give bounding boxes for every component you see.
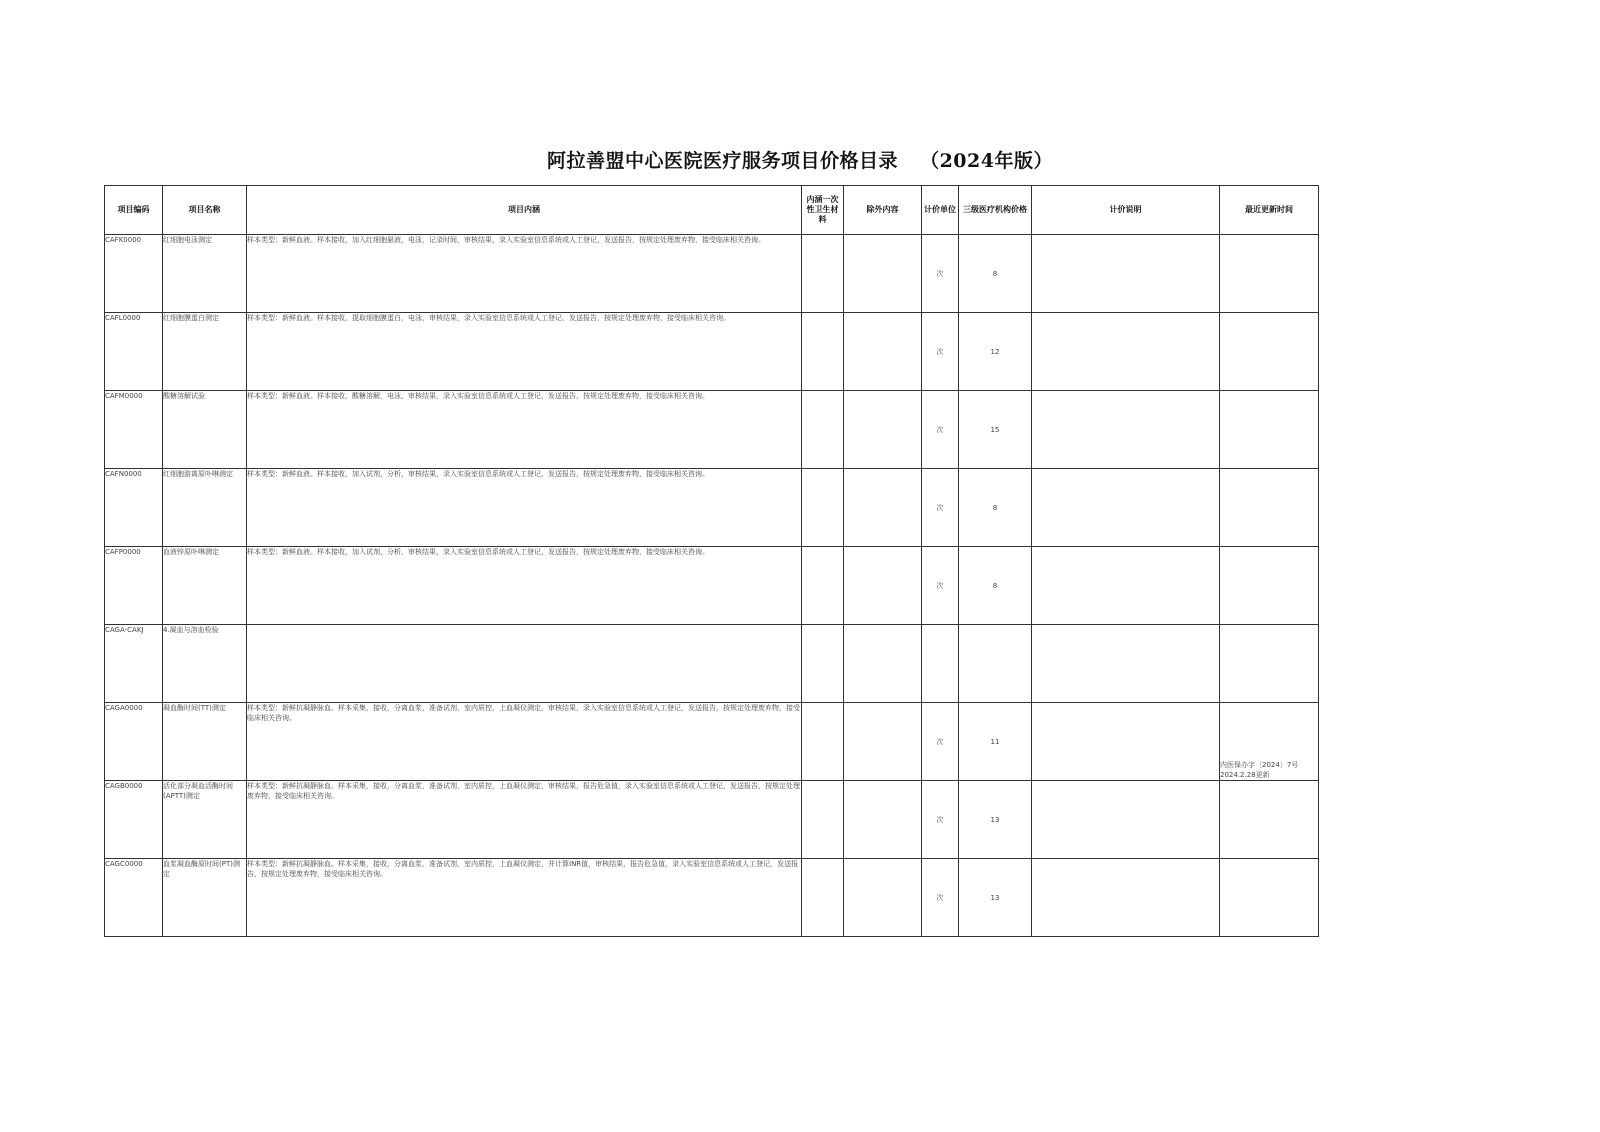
cell-exclusions [844, 781, 922, 859]
table-row [105, 781, 1319, 859]
cell-name: 4.凝血与溶血检验 [163, 625, 247, 703]
table-row [105, 547, 1319, 625]
table-row [105, 391, 1319, 469]
cell-updated [1220, 235, 1319, 313]
cell-note [1032, 859, 1220, 937]
cell-unit: 次 [922, 235, 959, 313]
cell-code: CAFN0000 [105, 469, 163, 547]
cell-code: CAGA-CAKJ [105, 625, 163, 703]
cell-updated [1220, 313, 1319, 391]
cell-exclusions [844, 703, 922, 781]
table-row [105, 703, 1319, 781]
cell-name: 血液锌原卟啉测定 [163, 547, 247, 625]
cell-updated [1220, 625, 1319, 703]
cell-unit [922, 625, 959, 703]
cell-content: 样本类型：新鲜抗凝静脉血。样本采集，接收，分离血浆，准备试剂，室内质控，上血凝仪测定，审核结果，报告危急值，录入实验室信息系统或人工登记，发送报告，按规定处理废弃物，接受临床相关咨询。 [247, 781, 802, 859]
cell-content: 样本类型：新鲜血液。样本接收，加入试剂，分析，审核结果，录入实验室信息系统或人工登记，发送报告，按规定处理废弃物，接受临床相关咨询。 [247, 547, 802, 625]
header-content: 项目内涵 [247, 186, 802, 235]
cell-code: CAGA0000 [105, 703, 163, 781]
cell-name: 酸糖溶解试验 [163, 391, 247, 469]
cell-exclusions [844, 547, 922, 625]
table-header-row [105, 186, 1319, 235]
cell-content: 样本类型：新鲜血液。样本接收，酸糖溶解，电泳，审核结果，录入实验室信息系统或人工登记，发送报告，按规定处理废弃物，接受临床相关咨询。 [247, 391, 802, 469]
cell-updated: 内医保办字〔2024〕7号 2024.2.28更新 [1220, 703, 1319, 781]
cell-content: 样本类型：新鲜抗凝静脉血。样本采集，接收，分离血浆，准备试剂，室内质控，上血凝仪测定，审核结果，录入实验室信息系统或人工登记，发送报告，按规定处理废弃物，接受临床相关咨询。 [247, 703, 802, 781]
cell-code: CAFL0000 [105, 313, 163, 391]
header-note: 计价说明 [1032, 186, 1220, 235]
cell-code: CAGB0000 [105, 781, 163, 859]
table-body [105, 235, 1319, 937]
cell-content: 样本类型：新鲜血液。样本接收，提取细胞膜蛋白，电泳，审核结果，录入实验室信息系统或人工登记，发送报告，按规定处理废弃物，接受临床相关咨询。 [247, 313, 802, 391]
header-updated: 最近更新时间 [1220, 186, 1319, 235]
cell-consumables [802, 859, 844, 937]
title-main: 阿拉善盟中心医院医疗服务项目价格目录 [547, 150, 899, 172]
table-row [105, 313, 1319, 391]
cell-price: 8 [959, 235, 1032, 313]
cell-note [1032, 391, 1220, 469]
cell-consumables [802, 625, 844, 703]
cell-updated [1220, 781, 1319, 859]
cell-unit: 次 [922, 781, 959, 859]
cell-note [1032, 313, 1220, 391]
cell-price: 15 [959, 391, 1032, 469]
cell-price: 11 [959, 703, 1032, 781]
table-row [105, 235, 1319, 313]
cell-price: 13 [959, 781, 1032, 859]
cell-consumables [802, 781, 844, 859]
cell-note [1032, 547, 1220, 625]
cell-name: 凝血酶时间(TT)测定 [163, 703, 247, 781]
cell-content: 样本类型：新鲜血液。样本接收，加入红细胞悬液，电泳，记录时间，审核结果，录入实验室信息系统或人工登记，发送报告，按规定处理废弃物，接受临床相关咨询。 [247, 235, 802, 313]
title-edition: （2024年版） [920, 150, 1053, 172]
cell-exclusions [844, 625, 922, 703]
cell-updated [1220, 547, 1319, 625]
cell-note [1032, 235, 1220, 313]
table-row [105, 859, 1319, 937]
cell-unit: 次 [922, 547, 959, 625]
price-catalog-table [104, 185, 1319, 937]
header-exclusions: 除外内容 [844, 186, 922, 235]
cell-name: 活化部分凝血活酶时间(APTT)测定 [163, 781, 247, 859]
cell-exclusions [844, 859, 922, 937]
header-name: 项目名称 [163, 186, 247, 235]
cell-unit: 次 [922, 313, 959, 391]
cell-price: 12 [959, 313, 1032, 391]
cell-unit: 次 [922, 391, 959, 469]
table-row [105, 625, 1319, 703]
cell-consumables [802, 547, 844, 625]
cell-code: CAFK0000 [105, 235, 163, 313]
document-title [0, 146, 1600, 173]
cell-consumables [802, 391, 844, 469]
cell-price: 8 [959, 547, 1032, 625]
cell-code: CAFP0000 [105, 547, 163, 625]
cell-unit: 次 [922, 859, 959, 937]
cell-note [1032, 469, 1220, 547]
cell-exclusions [844, 235, 922, 313]
cell-consumables [802, 469, 844, 547]
cell-price: 8 [959, 469, 1032, 547]
cell-name: 血浆凝血酶原时间(PT)测定 [163, 859, 247, 937]
cell-code: CAFM0000 [105, 391, 163, 469]
cell-name: 红细胞游离原卟啉测定 [163, 469, 247, 547]
cell-updated [1220, 391, 1319, 469]
cell-price [959, 625, 1032, 703]
cell-consumables [802, 235, 844, 313]
cell-note [1032, 703, 1220, 781]
header-unit: 计价单位 [922, 186, 959, 235]
cell-name: 红细胞膜蛋白测定 [163, 313, 247, 391]
cell-exclusions [844, 469, 922, 547]
header-price: 三级医疗机构价格 [959, 186, 1032, 235]
cell-name: 红细胞电泳测定 [163, 235, 247, 313]
cell-content [247, 625, 802, 703]
cell-unit: 次 [922, 469, 959, 547]
cell-updated [1220, 469, 1319, 547]
cell-consumables [802, 703, 844, 781]
cell-consumables [802, 313, 844, 391]
cell-updated [1220, 859, 1319, 937]
header-code: 项目编码 [105, 186, 163, 235]
cell-note [1032, 625, 1220, 703]
cell-exclusions [844, 313, 922, 391]
cell-unit: 次 [922, 703, 959, 781]
cell-content: 样本类型：新鲜血液。样本接收，加入试剂，分析，审核结果，录入实验室信息系统或人工登记，发送报告，按规定处理废弃物，接受临床相关咨询。 [247, 469, 802, 547]
header-consumables: 内涵一次性卫生材料 [802, 186, 844, 235]
table-row [105, 469, 1319, 547]
cell-note [1032, 781, 1220, 859]
cell-price: 13 [959, 859, 1032, 937]
cell-content: 样本类型：新鲜抗凝静脉血。样本采集，接收，分离血浆，准备试剂，室内质控，上血凝仪测定，并计算INR值，审核结果，报告危急值，录入实验室信息系统或人工登记，发送报告，按规定处理废弃物，接受临床相关咨询。 [247, 859, 802, 937]
cell-exclusions [844, 391, 922, 469]
cell-code: CAGC0000 [105, 859, 163, 937]
